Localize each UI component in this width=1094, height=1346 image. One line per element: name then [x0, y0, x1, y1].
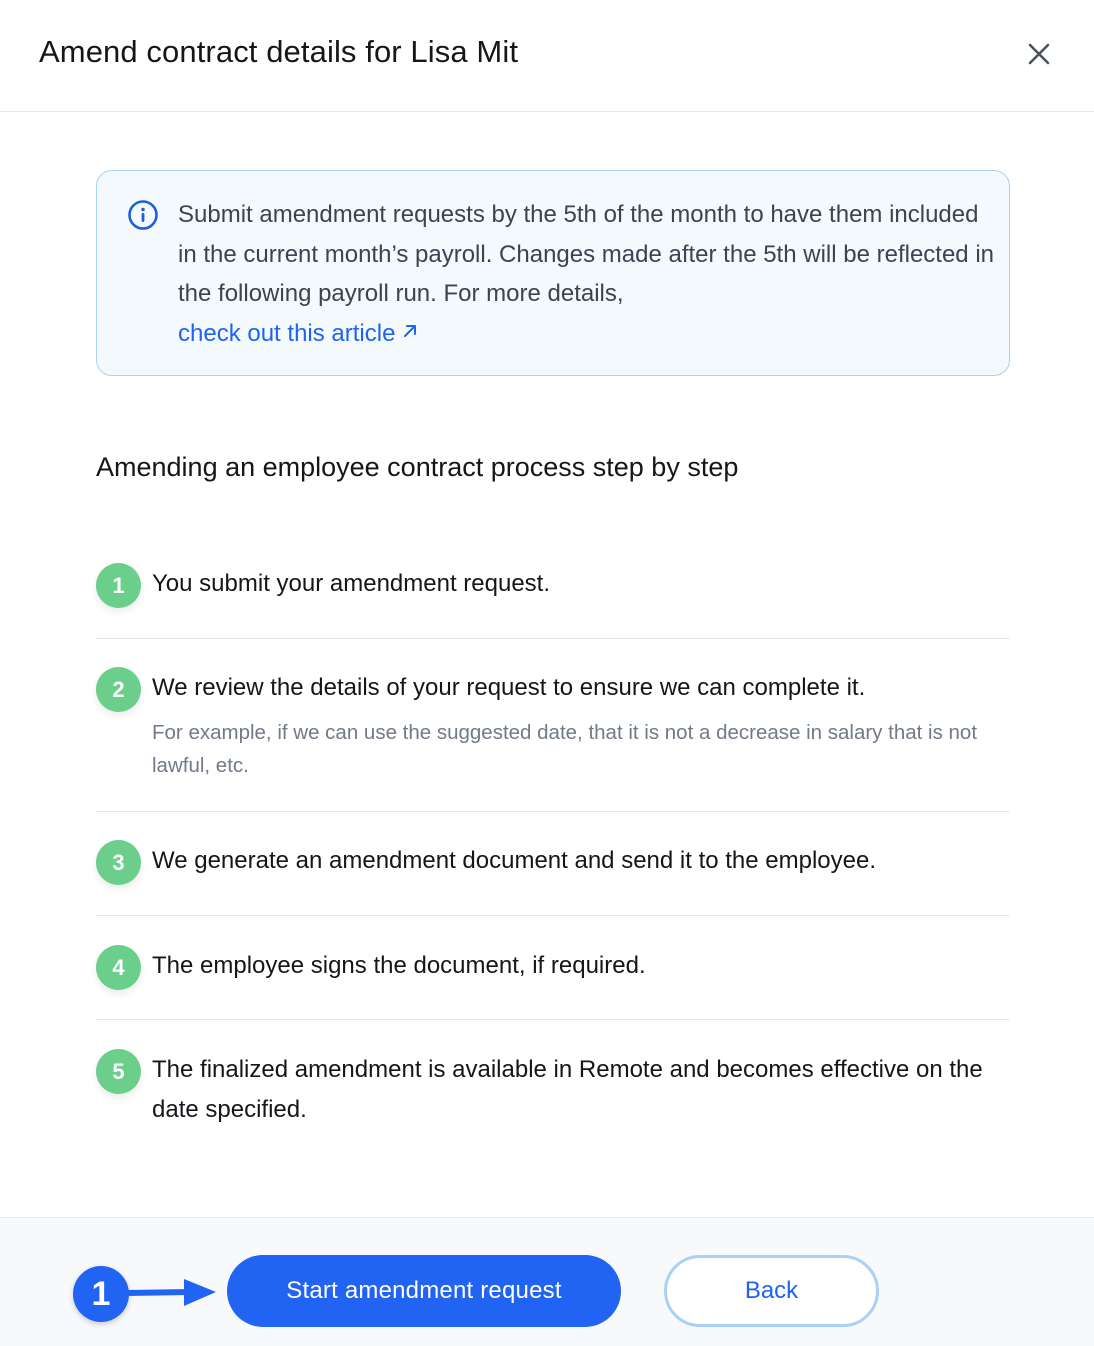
back-button[interactable]: Back	[664, 1255, 879, 1327]
dialog-footer	[0, 1217, 1094, 1346]
article-link[interactable]	[178, 320, 419, 347]
dialog-header	[0, 0, 1094, 112]
step-text: The employee signs the document, if required.	[152, 952, 646, 979]
step-number-badge: 2	[96, 667, 141, 712]
divider	[96, 1019, 1010, 1020]
external-link-arrow-icon	[401, 322, 419, 340]
step-number-badge: 5	[96, 1049, 141, 1094]
step-number-badge: 1	[96, 563, 141, 608]
divider	[96, 811, 1010, 812]
step-text: We review the details of your request to ensure we can complete it.	[152, 674, 866, 701]
section-title: Amending an employee contract process step by step	[96, 452, 739, 482]
article-link-label: check out this article	[178, 319, 396, 347]
annotation-arrow-icon	[126, 1275, 218, 1311]
step-number-badge: 3	[96, 840, 141, 885]
start-amendment-request-button[interactable]: Start amendment request	[227, 1255, 621, 1327]
step-text: You submit your amendment request.	[152, 570, 551, 597]
info-text	[178, 195, 998, 353]
close-icon	[1022, 37, 1056, 71]
step-text: We generate an amendment document and send it to the employee.	[152, 847, 877, 874]
divider	[96, 638, 1010, 639]
step-text: The finalized amendment is available in Remote and becomes effective on the date specified.	[152, 1056, 983, 1123]
info-message: Submit amendment requests by the 5th of the month to have them included in the current month’s payroll. Changes made after the 5th will be reflected in the following payroll run. For more details,	[178, 201, 994, 307]
annotation-step-badge: 1	[73, 1266, 129, 1322]
dialog-title: Amend contract details for Lisa Mit	[39, 34, 519, 69]
info-banner	[96, 170, 1010, 376]
step-subtext: For example, if we can use the suggested date, that it is not a decrease in salary that is not lawful, etc.	[152, 721, 978, 777]
step-number-badge: 4	[96, 945, 141, 990]
close-button[interactable]	[1022, 37, 1056, 71]
info-icon	[127, 199, 159, 231]
divider	[96, 915, 1010, 916]
